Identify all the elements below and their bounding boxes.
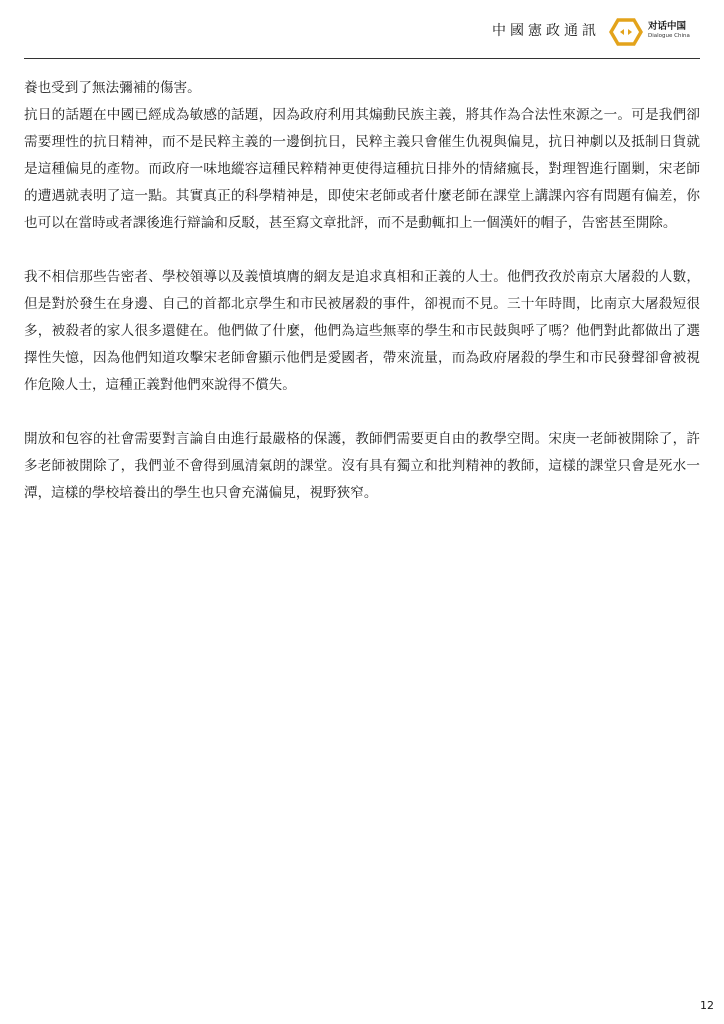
logo-text: 对话中国 (648, 21, 687, 32)
dialogue-china-logo (608, 17, 698, 47)
paragraph-anti-japan: 抗日的話題在中國已經成為敏感的話題，因為政府利用其煽動民族主義，將其作為合法性來源之一。可是我們卻需要理性的抗日精神，而不是民粹主義的一邊倒抗日，民粹主義只會催生仇視與偏見，抗日神劇以及抵制日貨就是這種偏見的產物。而政府一味地縱容這種民粹精神更使得這種抗日排外的情緒瘋長，對理智進行圍剿，宋老師的遭遇就表明了這一點。其實真正的科學精神是，即使宋老師或者什麼老師在課堂上講課內容有問題有偏差，你也可以在當時或者課後進行辯論和反駁，甚至寫文章批評，而不是動輒扣上一個漢奸的帽子，告密甚至開除。 (24, 107, 700, 231)
logo-mark-icon (608, 17, 644, 47)
page-header (24, 14, 700, 58)
article-body (24, 75, 700, 507)
paragraph-informants: 我不相信那些告密者、學校領導以及義憤填膺的網友是追求真相和正義的人士。他們孜孜於南京大屠殺的人數，但是對於發生在身邊、自己的首都北京學生和市民被屠殺的事件，卻視而不見。三十年時間，比南京大屠殺短很多，被殺者的家人很多還健在。他們做了什麼，他們為這些無辜的學生和市民鼓與呼了嗎？他們對此都做出了選擇性失憶，因為他們知道攻擊宋老師會顯示他們是愛國者，帶來流量，而為政府屠殺的學生和市民發聲卻會被視作危險人士，這種正義對他們來說得不償失。 (24, 269, 700, 393)
paragraph-continuation: 養也受到了無法彌補的傷害。 (24, 80, 201, 96)
header-divider (24, 58, 700, 59)
paragraph-open-society: 開放和包容的社會需要對言論自由進行最嚴格的保護，教師們需要更自由的教學空間。宋庚一老師被開除了，許多老師被開除了，我們並不會得到風清氣朗的課堂。沒有具有獨立和批判精神的教師，這樣的課堂只會是死水一潭，這樣的學校培養出的學生也只會充滿偏見，視野狹窄。 (24, 431, 700, 501)
logo-subtext: Dialogue China (648, 33, 690, 39)
paragraph-spacer (24, 399, 700, 426)
paragraph-spacer (24, 237, 700, 264)
publication-name: 中國憲政通訊 (492, 23, 600, 39)
page-number: 12 (700, 999, 714, 1012)
